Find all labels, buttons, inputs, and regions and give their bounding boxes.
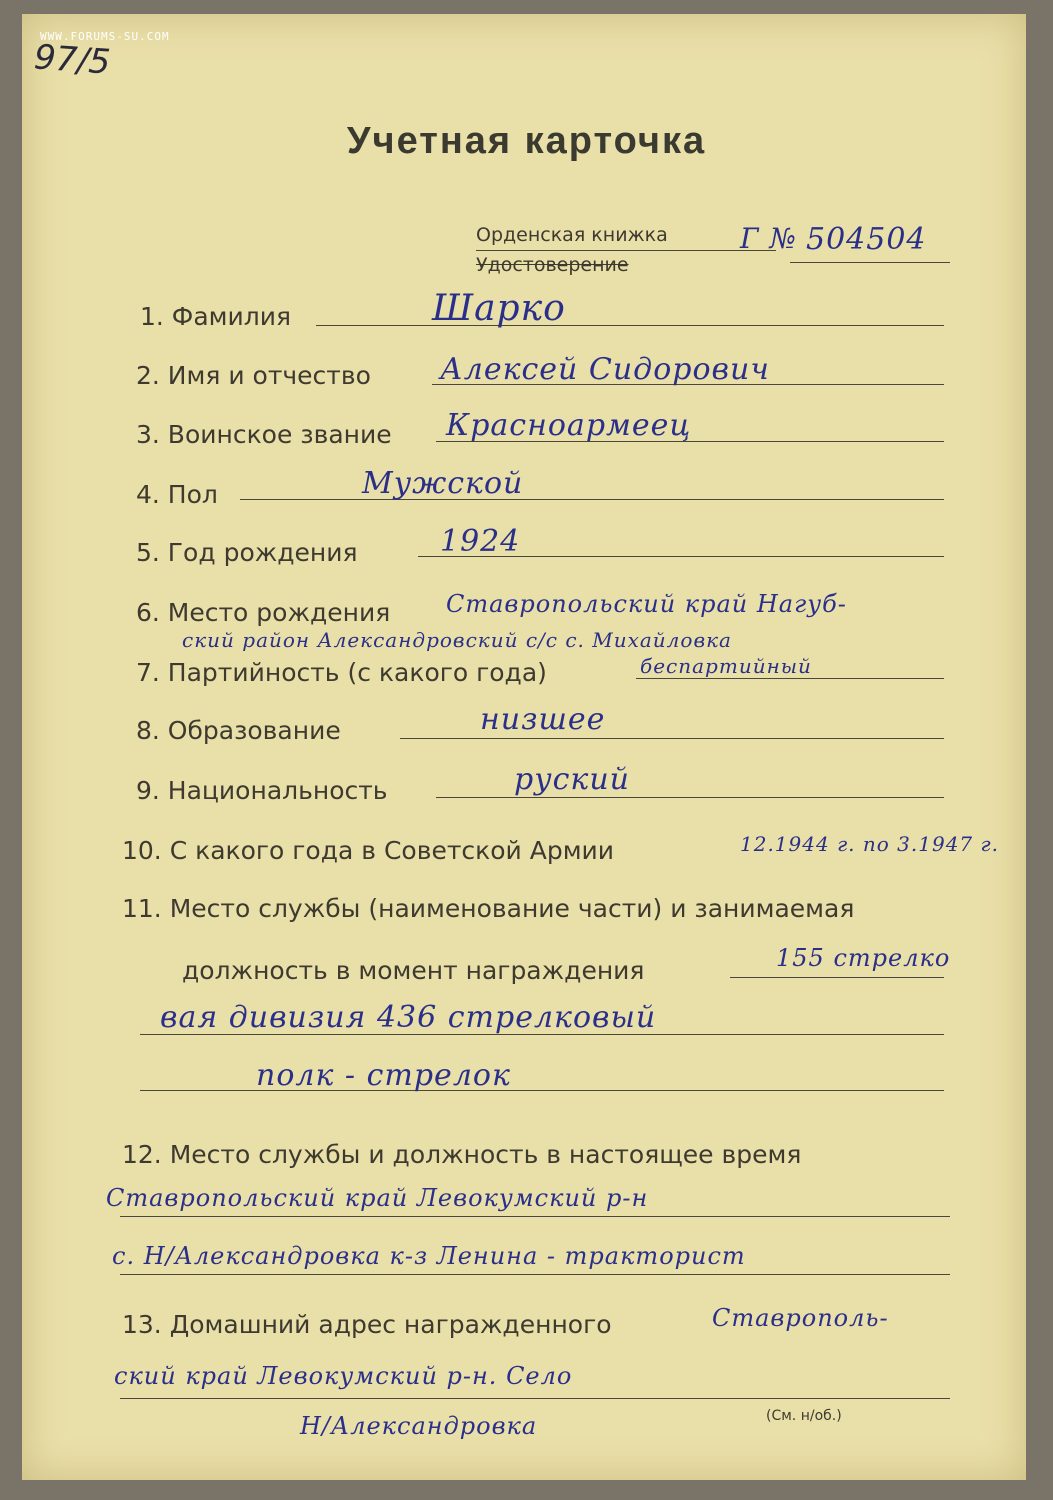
order-book-number: 504504 [806,222,927,257]
home-address-value-line3: Н/Александровка [300,1412,538,1440]
home-address-label: 13. Домашний адрес награжденного [122,1310,612,1339]
service-place-value-line3: полк - стрелок [256,1058,511,1093]
home-address-line2 [120,1398,950,1399]
surname-label: 1. Фамилия [140,302,292,331]
service-place-label-line2: должность в момент награждения [182,956,645,985]
rank-value: Красноармеец [446,408,692,443]
education-line [400,738,944,739]
name-label: 2. Имя и отчество [136,361,371,390]
service-place-label-line1: 11. Место службы (наименование части) и занимаемая [122,894,855,923]
education-value: низшее [480,702,606,737]
card-title: Учетная карточка [346,120,707,162]
nationality-value: руский [514,762,630,797]
sex-line [240,499,944,500]
surname-value: Шарко [432,288,566,329]
order-book-label: Орденская книжка [476,224,668,246]
birth-year-value: 1924 [440,524,521,559]
birth-year-label: 5. Год рождения [136,538,358,567]
party-label: 7. Партийность (с какого года) [136,658,547,687]
see-reverse-note: (См. н/об.) [766,1408,842,1424]
party-value: беспартийный [640,654,812,678]
service-place-value-line1: 155 стрелко [776,944,951,972]
current-service-value-line2: с. Н/Александровка к-з Ленина - тракторист [112,1242,746,1270]
party-line [636,678,944,679]
certificate-label: Удостоверение [476,254,629,276]
home-address-value-line2: ский край Левокумский р-н. Село [114,1362,573,1390]
education-label: 8. Образование [136,716,341,745]
birthplace-label: 6. Место рождения [136,598,391,627]
name-value: Алексей Сидорович [440,352,770,387]
nationality-line [436,797,944,798]
current-service-value-line1: Ставропольский край Левокумский р-н [106,1184,649,1212]
order-book-number-line [790,262,950,263]
army-since-label: 10. С какого года в Советской Армии [122,836,615,865]
watermark: WWW.FORUMS-SU.COM [40,30,170,43]
current-service-label: 12. Место службы и должность в настоящее время [122,1140,802,1169]
service-place-line1 [730,977,944,978]
nationality-label: 9. Национальность [136,776,388,805]
surname-line [316,325,944,326]
sex-label: 4. Пол [136,480,218,509]
rank-label: 3. Воинское звание [136,420,392,449]
birthplace-value-line2: ский район Александровский с/с с. Михайловка [182,628,732,652]
order-book-divider [476,250,776,251]
birthplace-value-line1: Ставропольский край Нагуб- [446,590,847,618]
service-place-value-line2: вая дивизия 436 стрелковый [160,1000,657,1035]
sex-value: Мужской [362,466,524,501]
corner-note: 97/5 [32,37,112,83]
current-service-line2 [120,1274,950,1275]
current-service-line1 [120,1216,950,1217]
army-since-value: 12.1944 г. по 3.1947 г. [740,832,999,856]
order-book-number-prefix: Г № [740,222,797,255]
home-address-value-line1: Ставрополь- [712,1304,889,1332]
